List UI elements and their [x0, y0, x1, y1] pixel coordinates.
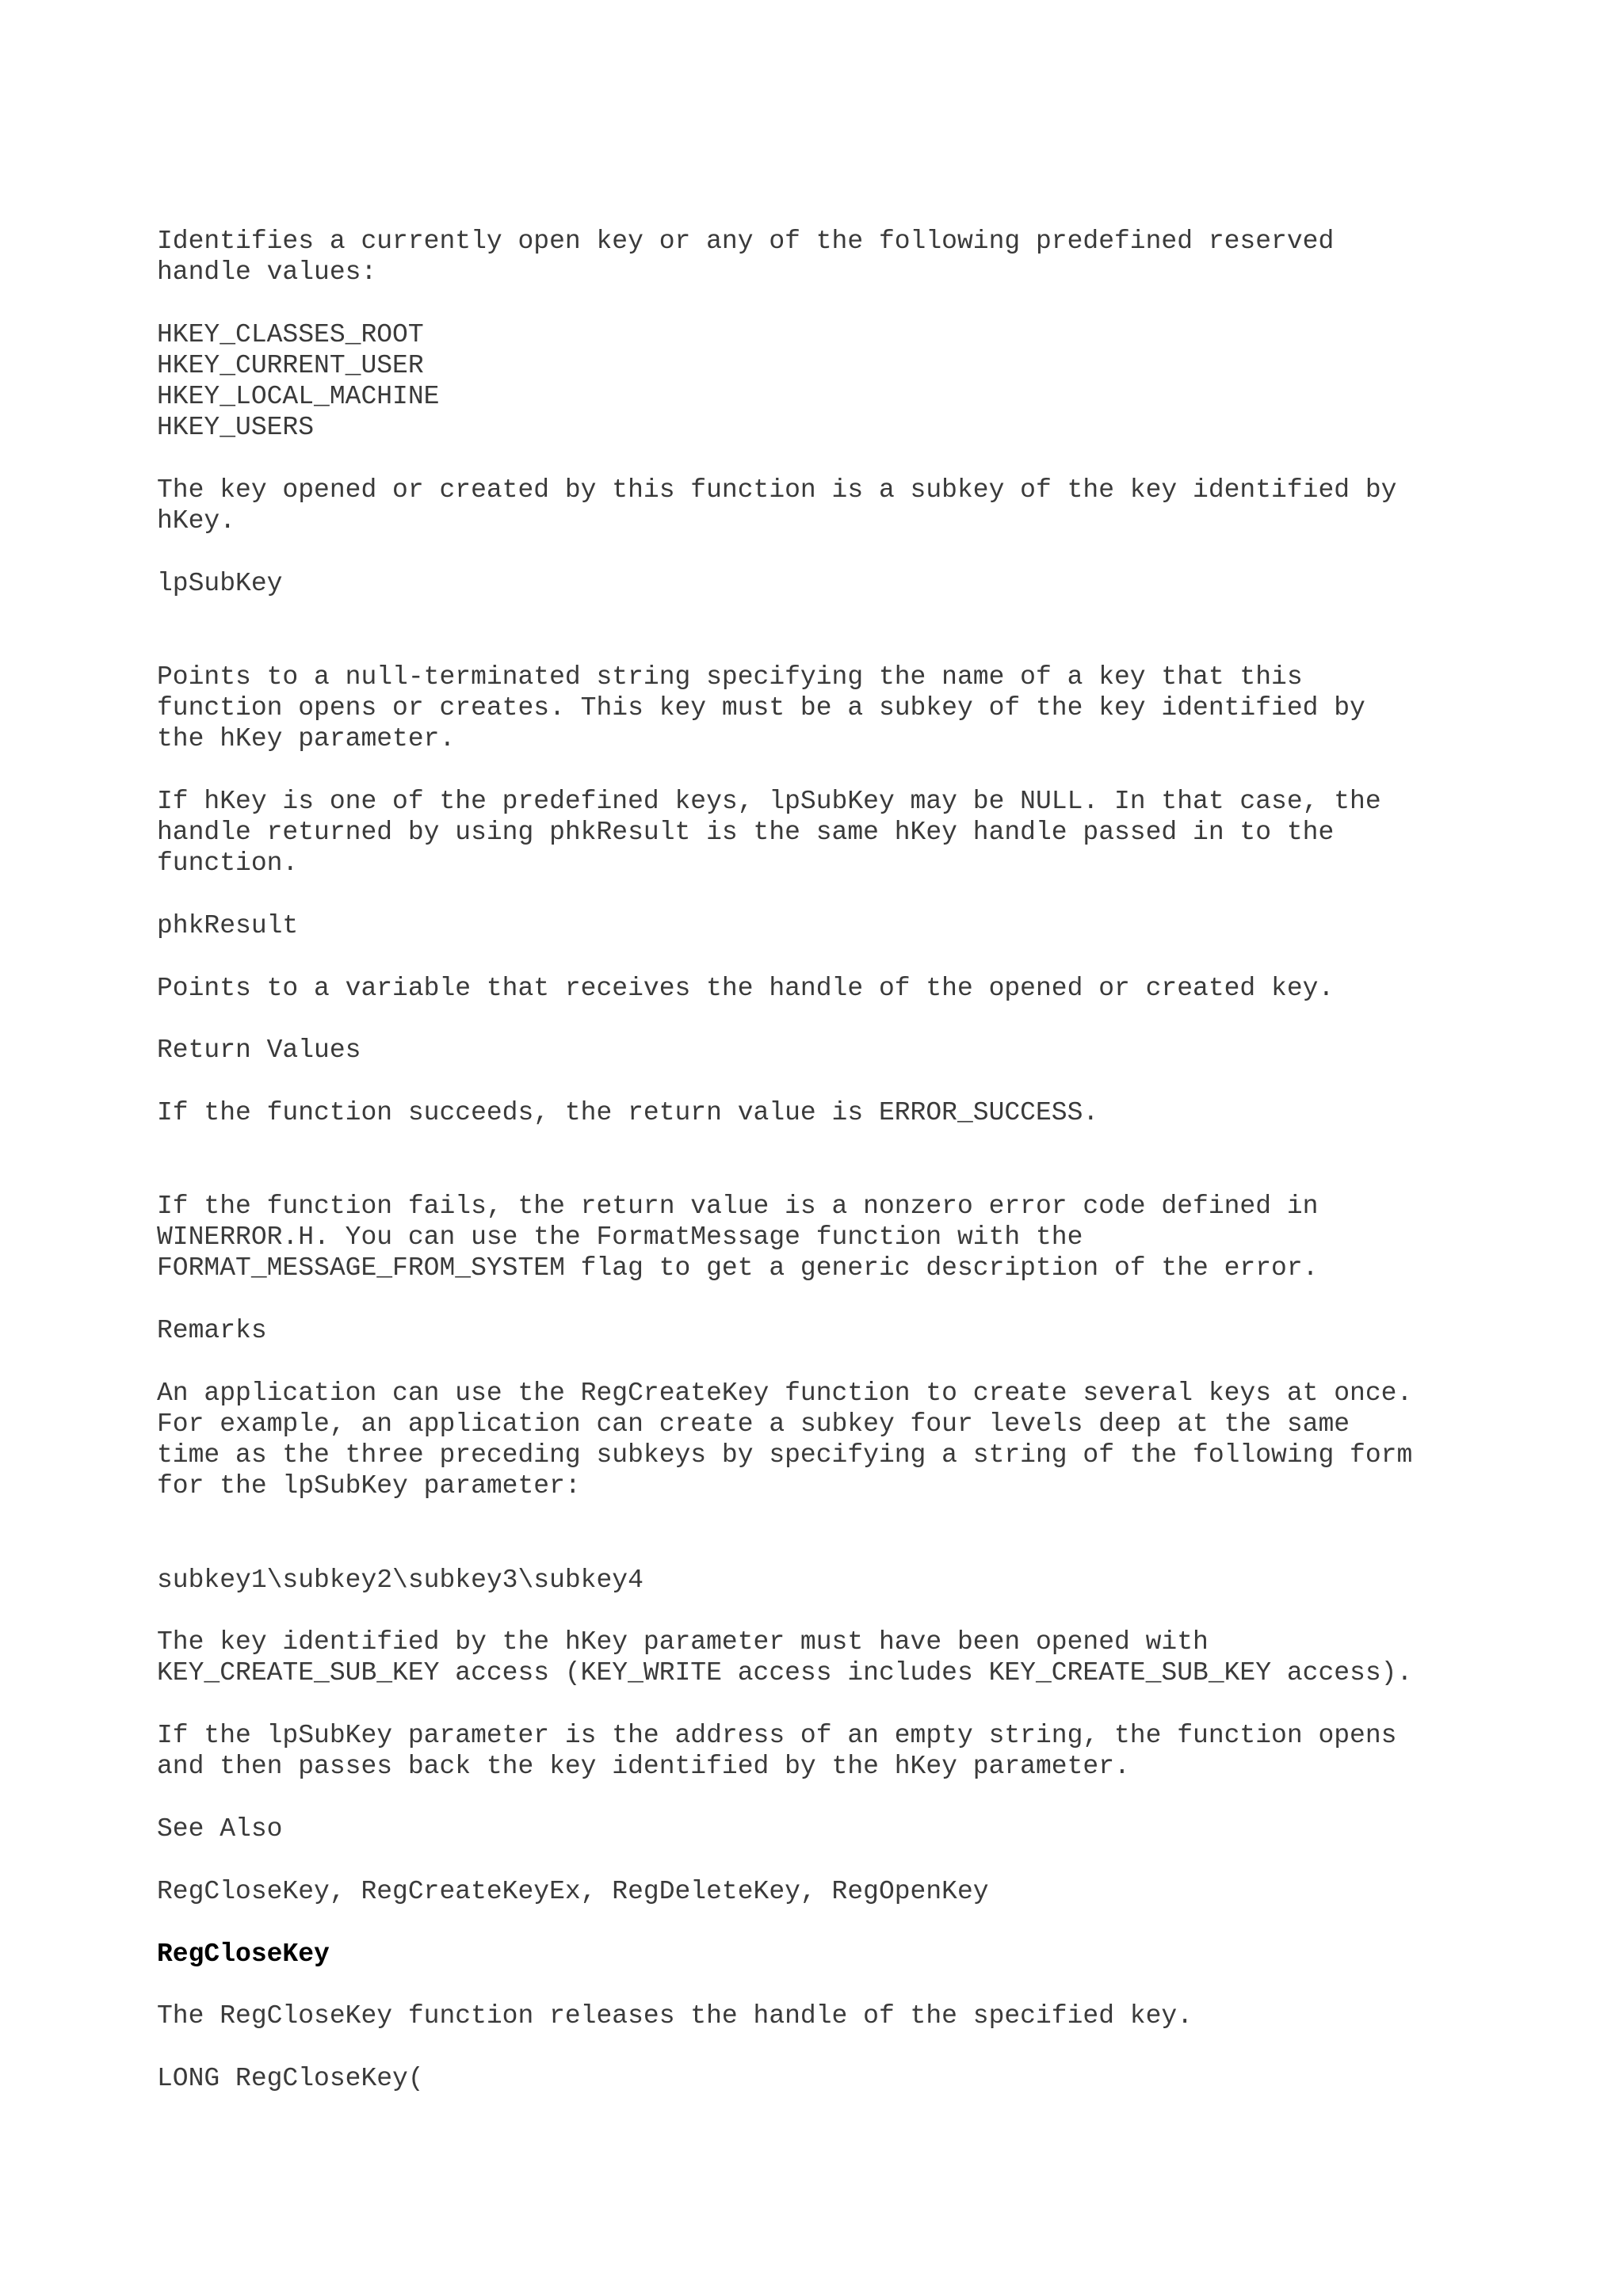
text-line: If the function fails, the return value is a nonzero error code defined in: [157, 1192, 1319, 1221]
text-line: and then passes back the key identified by the hKey parameter.: [157, 1752, 1130, 1781]
section-heading-see-also: See Also: [157, 1814, 283, 1844]
text-line: The RegCloseKey function releases the handle of the specified key.: [157, 2001, 1193, 2031]
param-heading-lpsubkey: lpSubKey: [157, 569, 283, 598]
see-also-list: RegCloseKey, RegCreateKeyEx, RegDeleteKey, RegOpenKey: [157, 1877, 989, 1906]
text-line: function.: [157, 849, 299, 878]
text-line: for the lpSubKey parameter:: [157, 1471, 581, 1501]
section-heading-return-values: Return Values: [157, 1035, 361, 1065]
text-line: WINERROR.H. You can use the FormatMessage function with the: [157, 1222, 1083, 1252]
text-line: Identifies a currently open key or any of the following predefined reserved: [157, 227, 1335, 256]
text-line: If hKey is one of the predefined keys, lpSubKey may be NULL. In that case, the: [157, 787, 1381, 816]
hkey-current-user: HKEY_CURRENT_USER: [157, 351, 424, 380]
text-line: The key identified by the hKey parameter must have been opened with: [157, 1627, 1209, 1657]
function-title-regclosekey: RegCloseKey: [157, 1939, 330, 1969]
code-example-subkey-path: subkey1\subkey2\subkey3\subkey4: [157, 1566, 643, 1595]
section-heading-remarks: Remarks: [157, 1316, 267, 1345]
text-line: An application can use the RegCreateKey function to create several keys at once.: [157, 1379, 1413, 1408]
param-heading-phkresult: phkResult: [157, 911, 299, 940]
hkey-local-machine: HKEY_LOCAL_MACHINE: [157, 382, 440, 411]
text-line: If the function succeeds, the return value is ERROR_SUCCESS.: [157, 1098, 1099, 1127]
text-line: KEY_CREATE_SUB_KEY access (KEY_WRITE access includes KEY_CREATE_SUB_KEY access).: [157, 1658, 1413, 1688]
text-line: handle values:: [157, 257, 377, 287]
text-line: the hKey parameter.: [157, 724, 456, 753]
text-line: Points to a variable that receives the handle of the opened or created key.: [157, 974, 1335, 1003]
text-line: time as the three preceding subkeys by specifying a string of the following form: [157, 1440, 1413, 1470]
text-line: For example, an application can create a subkey four levels deep at the same: [157, 1409, 1350, 1439]
text-line: handle returned by using phkResult is the same hKey handle passed in to the: [157, 818, 1335, 847]
text-line: The key opened or created by this function is a subkey of the key identified by: [157, 475, 1397, 505]
text-line: If the lpSubKey parameter is the address of an empty string, the function opens: [157, 1721, 1397, 1750]
text-line: function opens or creates. This key must be a subkey of the key identified by: [157, 693, 1365, 723]
hkey-users: HKEY_USERS: [157, 413, 315, 442]
text-line: FORMAT_MESSAGE_FROM_SYSTEM flag to get a generic description of the error.: [157, 1253, 1319, 1283]
text-line: hKey.: [157, 506, 236, 536]
code-signature: LONG RegCloseKey(: [157, 2064, 424, 2093]
text-line: Points to a null-terminated string specifying the name of a key that this: [157, 662, 1303, 692]
hkey-classes-root: HKEY_CLASSES_ROOT: [157, 320, 424, 349]
